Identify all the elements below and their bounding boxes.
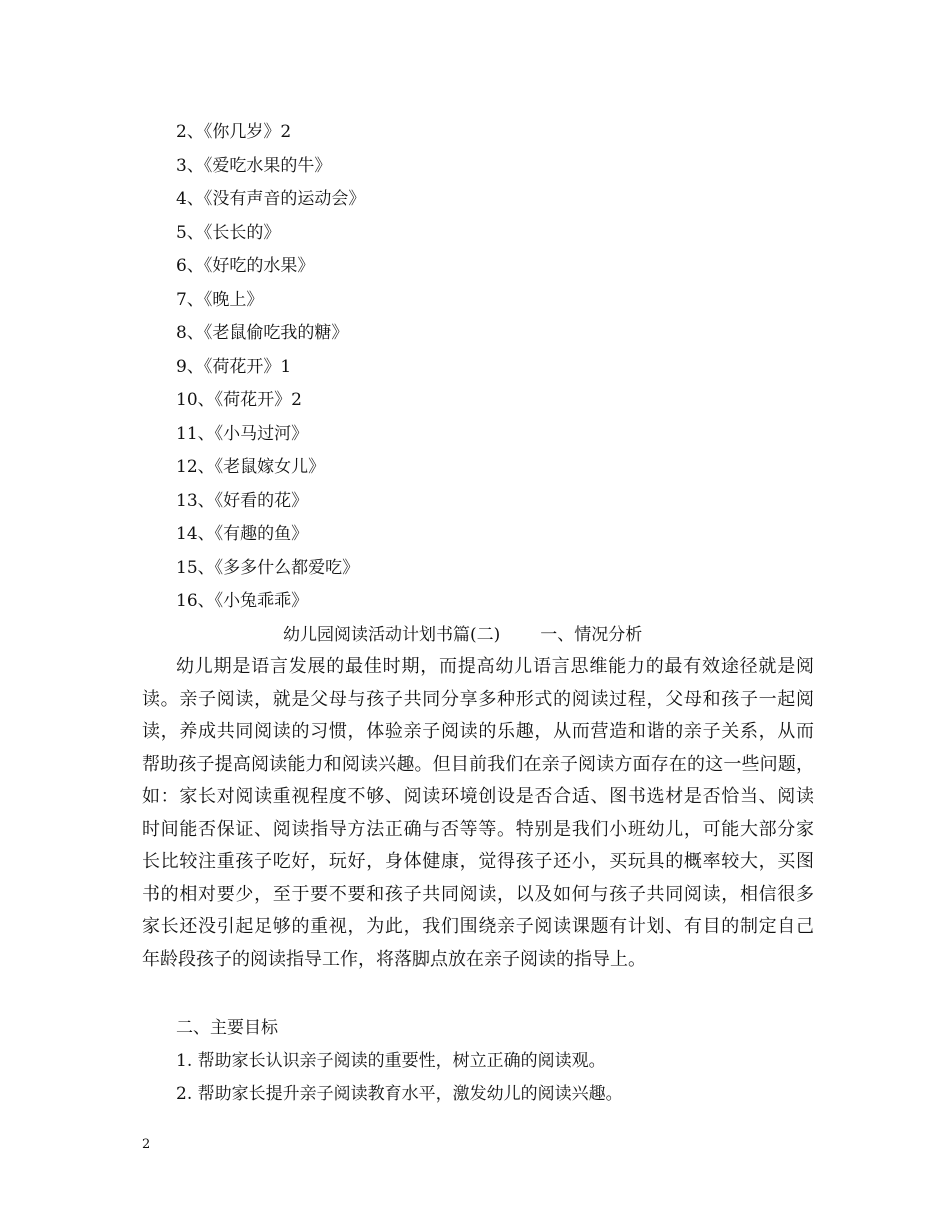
list-item: 10、《荷花开》2 — [176, 390, 302, 410]
list-item: 16、《小兔乖乖》 — [176, 591, 309, 611]
list-item: 4、《没有声音的运动会》 — [176, 189, 366, 209]
list-item: 13、《好看的花》 — [176, 490, 309, 511]
list-item: 12、《老鼠嫁女儿》 — [176, 457, 326, 477]
paragraph-line: 如：家长对阅读重视程度不够、阅读环境创设是否合适、图书选材是否恰当、阅读 — [142, 786, 814, 807]
paragraph-line: 长比较注重孩子吃好，玩好，身体健康，觉得孩子还小，买玩具的概率较大，买图 — [142, 851, 814, 872]
goal-item: 1. 帮助家长认识亲子阅读的重要性，树立正确的阅读观。 — [176, 1051, 606, 1071]
analysis-paragraph — [142, 651, 814, 976]
goals-heading: 二、主要目标 — [176, 1018, 278, 1038]
list-item: 5、《长长的》 — [176, 222, 281, 243]
paragraph-line: 读，养成共同阅读的习惯，体验亲子阅读的乐趣，从而营造和谐的亲子关系，从而 — [142, 721, 814, 742]
paragraph-line: 读。亲子阅读，就是父母与孩子共同分享多种形式的阅读过程，父母和孩子一起阅 — [142, 688, 814, 710]
list-item: 15、《多多什么都爱吃》 — [176, 557, 360, 578]
paragraph-line: 书的相对要少，至于要不要和孩子共同阅读，以及如何与孩子共同阅读，相信很多 — [142, 883, 814, 905]
paragraph-line: 帮助孩子提高阅读能力和阅读兴趣。但目前我们在亲子阅读方面存在的这一些问题， — [142, 753, 814, 775]
goal-item: 2. 帮助家长提升亲子阅读教育水平，激发幼儿的阅读兴趣。 — [176, 1084, 623, 1104]
list-item: 9、《荷花开》1 — [176, 356, 292, 377]
list-item: 14、《有趣的鱼》 — [176, 524, 309, 544]
list-item: 7、《晚上》 — [176, 289, 264, 310]
paragraph-line: 幼儿期是语言发展的最佳时期，而提高幼儿语言思维能力的最有效途径就是阅 — [176, 656, 814, 677]
section-subheading: 一、情况分析 — [540, 625, 643, 645]
list-item: 11、《小马过河》 — [176, 423, 309, 444]
page-number: 2 — [142, 1137, 151, 1152]
paragraph-line: 时间能否保证、阅读指导方法正确与否等等。特别是我们小班幼儿，可能大部分家 — [142, 818, 814, 840]
list-item: 3、《爱吃水果的牛》 — [176, 155, 332, 176]
list-item: 2、《你几岁》2 — [176, 122, 292, 142]
section-heading — [283, 620, 642, 650]
section-title: 幼儿园阅读活动计划书篇(二) — [283, 625, 501, 645]
paragraph-line: 年龄段孩子的阅读指导工作，将落脚点放在亲子阅读的指导上。 — [142, 948, 646, 970]
paragraph-line: 家长还没引起足够的重视，为此，我们围绕亲子阅读课题有计划、有目的制定自己 — [142, 916, 814, 937]
book-list — [176, 116, 365, 619]
list-item: 8、《老鼠偷吃我的糖》 — [176, 323, 349, 343]
list-item: 6、《好吃的水果》 — [176, 256, 315, 276]
